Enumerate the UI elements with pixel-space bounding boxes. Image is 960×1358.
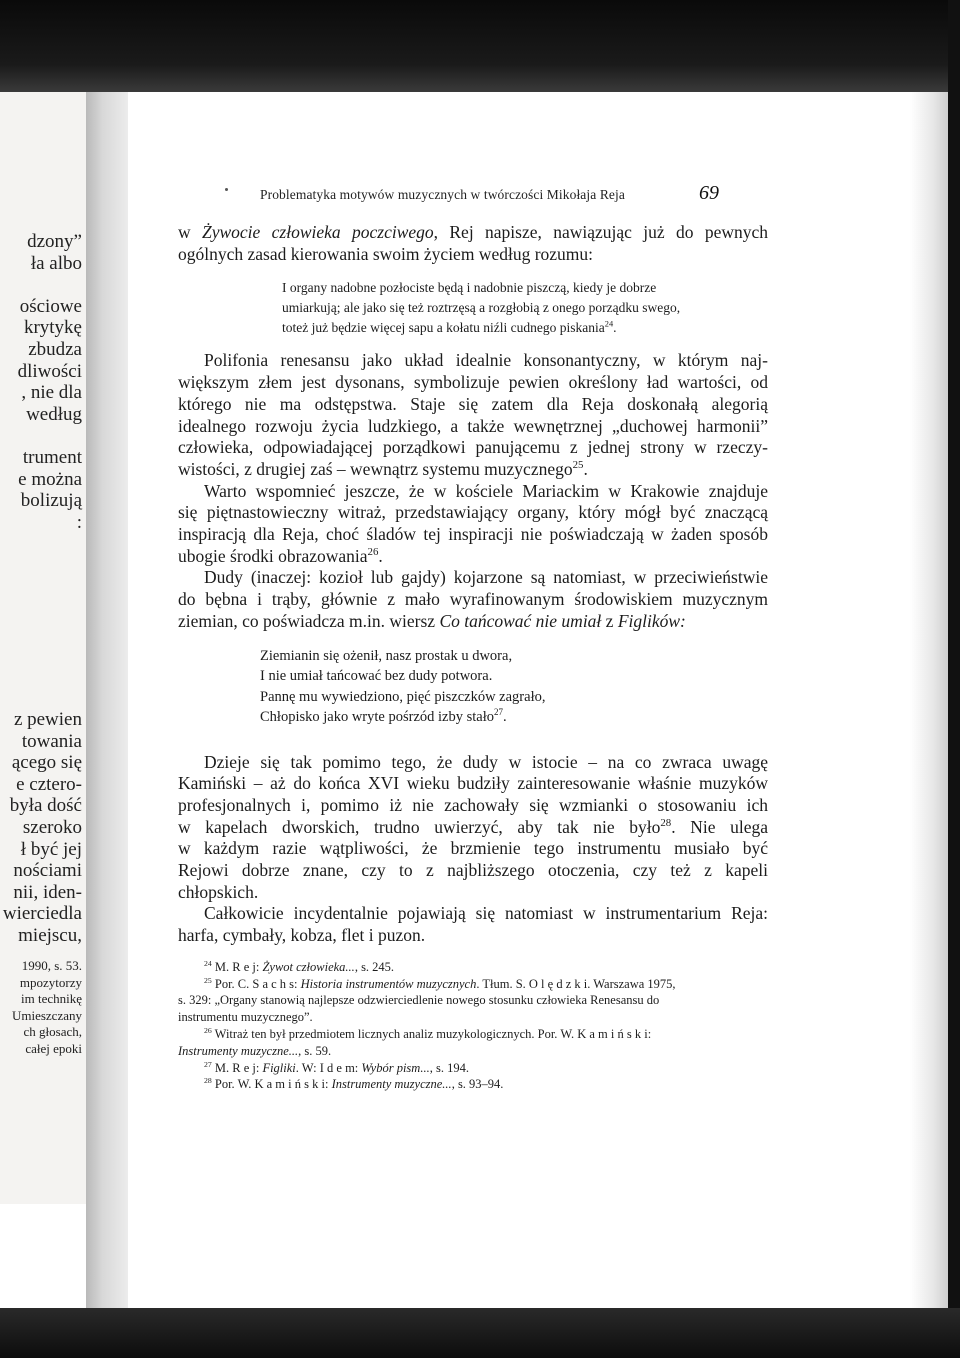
left-line: bolizują — [20, 490, 82, 512]
footnote-27: $^{27}$ M. R e j: Figliki. W: I d e m: Wybór pism..., s. 194. — [204, 1059, 469, 1075]
poem-quote — [260, 646, 768, 728]
footnote-26: $^{26}$ Witraż ten był przedmiotem licznych analiz muzykologicznych. Por. W. K a m i ń s k i: — [204, 1025, 652, 1042]
intro-line: ogólnych zasad kierowania swoim życiem według rozumu: — [178, 243, 594, 264]
running-head: Problematyka motywów muzycznych w twórczości Mikołaja Reja — [260, 187, 625, 202]
poem-line: Ziemianin się ożenił, nasz prostak u dwora, — [260, 647, 513, 664]
paragraph-line: Warto wspomnieć jeszcze, że w kościele Mariackim w Krakowie znajduje — [204, 480, 768, 501]
left-note-line: mpozytorzy — [19, 974, 82, 990]
left-page-text-block-1 — [18, 231, 82, 533]
footnote-25-cont: s. 329: „Organy stanowią najlepsze odzwierciedlenie nowego stosunku człowieka Renesansu do — [178, 993, 660, 1008]
poem-line: I nie umiał tańcować bez dudy potwora. — [260, 668, 493, 685]
paragraph-calkowicie — [178, 903, 768, 946]
left-line: nościami — [13, 860, 82, 882]
paragraph-line: wistości, z drugiej zaś – wewnątrz systemu muzycznego$^{25}$. — [178, 458, 588, 479]
right-page — [128, 92, 910, 1308]
left-line: według — [26, 403, 82, 425]
left-line: była dość — [9, 795, 82, 817]
footnote-ref: 26 — [367, 545, 379, 558]
left-line: ł być jej — [20, 838, 82, 860]
paragraph-line: Kamiński – aż do końca XVI wieku budziły zainteresowanie właśnie muzyków — [178, 773, 768, 794]
paragraph-line: harfa, cymbały, kobza, flet i puzon. — [178, 925, 426, 946]
left-line — [18, 274, 82, 296]
poem-line: Chłopisko jako wryte pośrzód izby stało$^{27}$. — [260, 707, 507, 726]
paragraph-witraz — [178, 481, 768, 568]
footnote-ref: 28 — [660, 816, 672, 829]
left-page-fragment — [0, 92, 86, 1204]
print-speck — [225, 188, 228, 191]
scanner-right-border — [948, 0, 960, 1358]
left-line: trument — [22, 446, 82, 468]
paragraph-line: ziemian, co poświadcza m.in. wiersz Co tańcować nie umiał z Figlików: — [178, 610, 686, 631]
paragraph-line: idealnego rozwoju życia ludzkiego, a także wewnętrznej „duchowej harmonii” — [178, 415, 768, 436]
quote-line: I organy nadobne pozłociste będą i nadobnie piszczą, kiedy je dobrze — [282, 280, 657, 296]
left-line: : — [76, 511, 82, 533]
left-line: e można — [18, 468, 82, 490]
footnote-ref: 24 — [604, 319, 614, 329]
page-edge-shadow — [910, 92, 948, 1308]
paragraph-dudy — [178, 567, 768, 632]
left-line: zbudza — [28, 338, 82, 360]
left-line: dzony” — [27, 231, 82, 252]
left-page-notes — [12, 958, 82, 1057]
paragraph-line: profesjonalnych i, pomimo iż nie zachowały się wzmianki o stosowaniu ich — [178, 794, 768, 815]
footnote-25-cont: instrumentu muzycznego”. — [178, 1010, 313, 1025]
paragraph-line: Dudy (inaczej: kozioł lub gajdy) kojarzone są natomiast, w przeciwieństwie — [204, 567, 768, 588]
paragraph-line: Dzieje się tak pomimo tego, że dudy w istocie – na co zwraca uwagę — [204, 751, 768, 772]
left-line: szeroko — [22, 816, 82, 838]
footnote-ref: 25 — [572, 459, 584, 472]
footnotes — [178, 959, 754, 1093]
paragraph-polifonia — [178, 350, 768, 480]
footnote-24: $^{24}$ M. R e j: Żywot człowieka..., s. 245. — [204, 958, 395, 974]
left-line: wierciedla — [2, 903, 82, 925]
left-line: towania — [21, 730, 82, 752]
paragraph-line: ubogie środki obrazowania$^{26}$. — [178, 545, 383, 566]
footnote-25: $^{25}$ Por. C. S a c h s: Historia instrumentów muzycznych. Tłum. S. O l ę d z k i. Warszawa 1975, — [204, 975, 676, 991]
footnote-28: $^{28}$ Por. W. K a m i ń s k i: Instrumenty muzyczne..., s. 93–94. — [204, 1076, 504, 1092]
left-line: e cztero- — [16, 773, 82, 795]
paragraph-line: którego nie ma odstępstwa. Staje się zatem dla Reja doskonałą alegorią — [178, 393, 768, 414]
left-note-line: im technikę — [20, 991, 82, 1006]
quote-line: umiarkują; ale jako się też roztrzęsą a rozgłobią z onego porządku swego, — [282, 300, 681, 316]
left-note-line: ch głosach, — [23, 1024, 82, 1039]
paragraph-line: Polifonia renesansu jako układ idealnie konsonantyczny, w którym naj- — [204, 350, 768, 371]
page-body — [178, 222, 768, 1093]
quote-line: toteż już będzie więcej sapu a kołatu niźli cudnego piskania$^{24}$. — [282, 319, 617, 336]
left-line: miejscu, — [18, 924, 82, 946]
scanner-top-border — [0, 0, 960, 92]
poem-line: Pannę mu wywiedziono, pięć piszczków zagrało, — [260, 688, 546, 705]
left-line: , nie dla — [21, 382, 82, 404]
paragraph-line: w kapelach dworskich, trudno uwierzyć, aby tak nie było$^{28}$. Nie ulega — [178, 816, 768, 837]
left-line: ościowe — [19, 295, 82, 317]
left-line — [18, 425, 82, 447]
book-gutter-shadow — [86, 92, 128, 1308]
paragraph-line: Rejowi dobrze znane, czy to z najbliższego otoczenia, czy też z kapeli — [178, 860, 768, 881]
paragraph-line: Całkowicie incydentalnie pojawiają się natomiast w instrumentarium Reja: — [204, 903, 768, 924]
left-note-line: 1990, s. 53. — [21, 958, 82, 973]
paragraph-line: inspiracją dla Reja, choć śladów tej inspiracji nie poświadczają w żaden sposób — [178, 524, 768, 545]
left-line: nii, iden- — [13, 881, 82, 903]
left-line: ącego się — [11, 752, 82, 774]
footnote-26-cont: Instrumenty muzyczne..., s. 59. — [178, 1043, 332, 1058]
left-note-line: Umieszczany — [11, 1007, 82, 1023]
left-line: dliwości — [17, 360, 82, 382]
scanner-bottom-border — [0, 1308, 960, 1358]
paragraph-line: do bębna i trąby, głównie z mało wyrafinowanym środowiskiem muzycznym — [178, 589, 768, 610]
paragraph-line: w każdym razie wątpliwości, że brzmienie tego instrumentu musiało być — [178, 838, 768, 859]
paragraph-line: chłopskich. — [178, 881, 259, 902]
left-page-text-block-2 — [3, 709, 82, 947]
left-line: ła albo — [30, 252, 82, 274]
paragraph-line: większym złem jest dysonans, symbolizuje pewien określony ład wartości, od — [178, 372, 768, 393]
left-line: krytykę — [23, 317, 82, 339]
footnote-ref: 27 — [493, 707, 503, 718]
paragraph-line: się piętnastowieczny witraż, przedstawiający organy, który mógł być znaczącą — [178, 502, 768, 523]
intro-line: w Żywocie człowieka poczciwego, Rej napisze, nawiązując już do pewnych — [178, 222, 768, 242]
left-line: z pewien — [13, 709, 82, 730]
block-quote — [282, 278, 748, 338]
left-note-line: całej epoki — [25, 1040, 82, 1056]
paragraph-line: człowieka, odpowiadającej porządkowi panującemu z jednej strony w rzeczy- — [178, 437, 768, 458]
page-number: 69 — [699, 182, 719, 204]
paragraph-dzieje — [178, 752, 768, 904]
